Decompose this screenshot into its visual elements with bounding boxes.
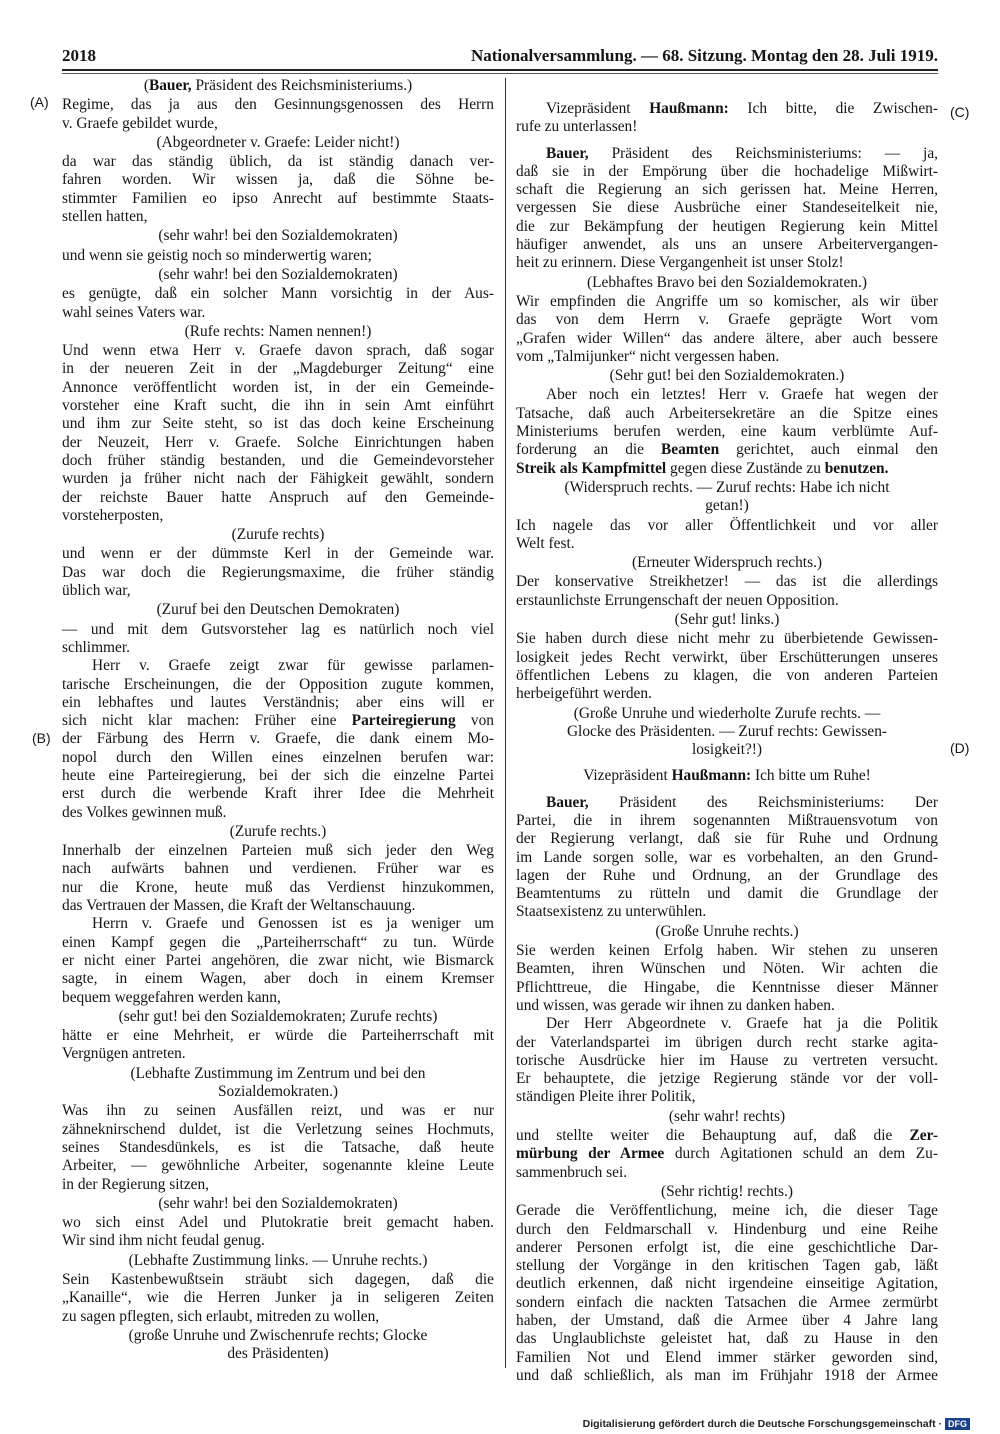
text-line: sammenbruch sei. <box>516 1163 628 1181</box>
margin-marker-b: (B) <box>32 730 51 746</box>
bold-text: Beamten <box>661 441 720 459</box>
text-line: Herrn v. Graefe und Genossen ist es ja weniger um <box>92 915 494 933</box>
text-line: nopol durch den Willen eines einzelnen berufen war: <box>62 748 494 766</box>
paragraph <box>516 1015 938 1106</box>
text-line: schlimmer. <box>62 638 130 656</box>
stage-direction <box>62 601 494 619</box>
stage-direction <box>516 767 938 785</box>
text-line: (Rufe rechts: Namen nennen!) <box>184 322 372 340</box>
text-line: (sehr wahr! bei den Sozialdemokraten) <box>158 265 398 283</box>
text-line: Sein Kastenbewußtsein sträubt sich dagegen, daß die <box>62 1271 494 1288</box>
text-line: durch den Feldmarschall v. Hindenburg und eine Reihe <box>516 1220 938 1238</box>
paragraph <box>62 1271 494 1326</box>
text-line: erst durch die werbende Kraft ihrer Idee die Mehrheit <box>62 785 494 803</box>
text-line: losigkeit jedes Recht verwirkt, über Erschütterungen unseres <box>516 648 938 666</box>
text-line: in der neueren Zeit in der „Magdeburger Zeitung“ eine <box>62 360 494 378</box>
text-line <box>516 145 938 163</box>
text-line: doch früher ständig bestanden, und die Gemeindevorsteher <box>62 451 494 469</box>
page-header <box>62 46 938 66</box>
header-rule-thin <box>62 73 938 74</box>
text-line: des Präsidenten) <box>227 1345 329 1363</box>
bold-text: Bauer, <box>546 793 589 811</box>
text-line: Wir empfinden die Angriffe um so komischer, als wir über <box>516 292 938 310</box>
text-line: Der konservative Streikhetzer! — das ist die allerdings <box>516 573 938 591</box>
text-line: der Färbung des Herrn v. Graefe, die dank einem Mo- <box>62 730 494 748</box>
bold-text: Bauer, <box>546 144 589 162</box>
text-line <box>516 460 938 478</box>
paragraph <box>516 630 938 703</box>
bold-text: Zer- <box>909 1127 938 1145</box>
bold-text: Bauer, <box>148 77 192 94</box>
text-line: Welt fest. <box>516 534 575 552</box>
text-line: nach aufwärts bahnen und verdienen. Früher war es <box>62 860 494 878</box>
text-line: (Große Unruhe rechts.) <box>655 922 799 940</box>
text-line: und daß schließlich, als man im Frühjahr 1918 der Armee <box>516 1366 938 1384</box>
text-line: losigkeit?!) <box>691 741 763 759</box>
text-line: (sehr wahr! rechts) <box>668 1107 786 1125</box>
text-segment: ( <box>143 77 149 94</box>
stage-direction <box>62 823 494 841</box>
text-line: daß sie in der Empörung über die hochadelige Mißwirt- <box>516 162 938 180</box>
paragraph <box>516 942 938 1015</box>
text-line: Beamten, ihren Wünschen und Nöten. Wir achten die <box>516 960 938 978</box>
paragraph <box>516 517 938 554</box>
stage-direction <box>62 1252 494 1270</box>
text-line: (Sehr gut! links.) <box>674 611 780 629</box>
text-line: Innerhalb der einzelnen Parteien muß sich jeder den Weg <box>62 842 494 860</box>
text-line: in der Regierung sitzen, <box>62 1175 210 1193</box>
text-line: (große Unruhe und Zwischenrufe rechts; Glocke <box>128 1326 428 1344</box>
text-line: (sehr wahr! bei den Sozialdemokraten) <box>158 1194 398 1212</box>
text-line: stimmter Familien eo ipso Anrecht auf bestimmte Staats- <box>62 189 494 207</box>
text-line: „Kanaille“, wie die Herren Junker ja in seligeren Zeiten <box>62 1289 494 1307</box>
text-line <box>516 441 938 459</box>
text-line: die zur Bekämpfung der heutigen Regierung kein Mittel <box>516 217 938 235</box>
paragraph <box>62 153 494 226</box>
bold-text: Parteiregierung <box>351 712 456 730</box>
text-line: vorsteherposten, <box>62 506 164 524</box>
stage-direction <box>516 554 938 572</box>
text-line: Tatsache, daß auch Arbeitersekretäre an die Spitze eines <box>516 404 938 422</box>
column-divider <box>505 78 506 1368</box>
text-line: Gerade die Veröffentlichung, meine ich, die dieser Tage <box>516 1202 938 1220</box>
text-segment: Ich bitte, die Zwischen- <box>728 100 938 117</box>
text-line: das von dem Herrn v. Graefe geprägte Wort vom <box>516 311 938 329</box>
stage-direction <box>516 274 938 292</box>
text-line: öffentlichen Lebens zu klagen, die von anderen Parteien <box>516 666 938 684</box>
text-line: (Widerspruch rechts. — Zuruf rechts: Habe ich nicht <box>564 478 890 496</box>
text-line: Pflichttreue, die Hingabe, die Kenntnisse dieser Männer <box>516 978 938 996</box>
text-line: wahl seines Vaters war. <box>62 303 206 321</box>
left-column <box>62 76 494 1364</box>
text-line: haben, der Umstand, daß die Armee über 4 Jahre lang <box>516 1312 938 1329</box>
bold-text: Haußmann: <box>649 100 729 117</box>
text-line: Das war doch die Regierungsmaxime, die früher ständig <box>62 563 494 581</box>
text-line: (Große Unruhe und wiederholte Zurufe rechts. — <box>573 704 881 722</box>
stage-direction <box>516 705 938 760</box>
text-segment: gerichtet, auch einmal den <box>719 441 938 459</box>
paragraph <box>516 100 938 137</box>
text-line: heit zu erinnern. Diese Vergangenheit ist unser Stolz! <box>516 254 844 272</box>
bold-text: mürbung der Armee <box>516 1145 665 1163</box>
text-line: schaft die Regierung an sich gerissen hat. Meine Herren, <box>516 181 938 199</box>
text-line: Wir sind ihm nicht feudal genug. <box>62 1232 265 1250</box>
text-line: stellung der Vorgänge in den kritischen Tagen gab, läßt <box>516 1257 938 1275</box>
text-line: häufiger anwendet, als uns an unsere Arbeitervergangen- <box>516 236 938 254</box>
stage-direction <box>516 1108 938 1126</box>
paragraph <box>516 145 938 273</box>
footer <box>583 1418 970 1430</box>
margin-marker-a: (A) <box>30 94 49 110</box>
header-rule <box>62 69 938 71</box>
paragraph <box>62 247 494 265</box>
paragraph <box>62 96 494 133</box>
text-line: (Lebhafte Zustimmung im Zentrum und bei den <box>130 1064 426 1082</box>
paragraph <box>516 573 938 610</box>
text-line: herbeigeführt werden. <box>516 685 652 703</box>
paragraph <box>516 293 938 366</box>
text-line: sondern einfach die nackten Tatsachen die Armee zermürbt <box>516 1293 938 1311</box>
margin-marker-d: (D) <box>950 740 970 756</box>
text-line: es genügte, daß ein solcher Mann vorsichtig in der Aus- <box>62 285 494 303</box>
paragraph <box>516 794 938 922</box>
text-line: erstaunlichste Errungenschaft der neuen Opposition. <box>516 591 839 609</box>
stage-direction <box>62 134 494 152</box>
text-line: lagen der Ruhe und Ordnung, an der Grundlage des <box>516 866 938 884</box>
stage-direction <box>62 1195 494 1213</box>
text-line: und wenn sie geistig noch so minderwertig waren; <box>62 246 372 264</box>
text-line: Der Herr Abgeordnete v. Graefe hat ja die Politik <box>546 1015 938 1033</box>
text-line: das Vertrauen der Massen, die Kraft der Weltanschauung. <box>62 897 416 915</box>
text-line: zähneknirschend duldet, ist die Verletzung seines Hochmuts, <box>62 1120 494 1138</box>
paragraph <box>62 915 494 1006</box>
text-line: Er behauptete, die jetzige Regierung stände vor der voll- <box>516 1070 938 1088</box>
text-line: stellen hatten, <box>62 208 148 226</box>
text-line: Sie haben durch diese nicht mehr zu überbietende Gewissen- <box>516 630 938 648</box>
text-line: bequem weggefahren werden kann, <box>62 988 281 1006</box>
text-line: Familien Not und Elend immer stärker geworden sind, <box>516 1348 938 1366</box>
text-line: „Grafen wider Willen“ das andere ältere, aber auch bessere <box>516 329 938 347</box>
text-line: heute eine Parteiregierung, bei der sich die einzelne Partei <box>62 766 494 784</box>
text-line: anderer Personen erfolgt ist, die eine geschichtliche Dar- <box>516 1238 938 1256</box>
right-column <box>516 100 938 1385</box>
text-line: er nicht einer Partei angehören, die zwar nicht, wie Bismarck <box>62 951 494 969</box>
dfg-logo: DFG <box>945 1418 970 1430</box>
text-line <box>516 1145 938 1163</box>
text-line: Sie werden keinen Erfolg haben. Wir stehen zu unseren <box>516 942 938 960</box>
stage-direction <box>62 526 494 544</box>
text-line: (Sehr richtig! rechts.) <box>660 1182 794 1200</box>
text-line: (Zuruf bei den Deutschen Demokraten) <box>156 601 400 619</box>
text-line <box>62 712 494 730</box>
paragraph <box>62 657 494 822</box>
text-line <box>516 100 938 118</box>
text-line: (sehr gut! bei den Sozialdemokraten; Zurufe rechts) <box>118 1007 438 1025</box>
text-segment: Ich bitte um Ruhe! <box>751 767 871 785</box>
text-line: wo sich einst Adel und Plutokratie breit gemacht haben. <box>62 1214 494 1232</box>
text-segment: gegen diese Zustände zu <box>666 459 825 477</box>
text-line: ein lebhaftes und lautes Verständnis; aber eins will er <box>62 693 494 711</box>
text-line: Staatsexistenz zu unterwühlen. <box>516 903 707 921</box>
text-segment: Präsident des Reichsministeriums: Der <box>588 793 938 811</box>
text-line: — und mit dem Gutsvorsteher lag es natürlich noch viel <box>62 620 494 638</box>
paragraph <box>62 1027 494 1064</box>
text-line: v. Graefe gebildet wurde, <box>62 114 218 132</box>
stage-direction <box>516 923 938 941</box>
text-line: und wissen, was gerade wir ihnen zu danken haben. <box>516 996 835 1014</box>
text-line: Arbeiter, — gewöhnliche Arbeiter, sogenannte kleine Leute <box>62 1157 494 1175</box>
text-line: Regime, das ja aus den Gesinnungsgenossen des Herrn <box>62 96 494 114</box>
stage-direction <box>62 323 494 341</box>
text-line: und wenn er der dümmste Kerl in der Gemeinde war. <box>62 545 494 563</box>
text-line <box>516 1127 938 1145</box>
text-line: des Volkes gewinnen muß. <box>62 803 227 821</box>
text-line: fahren worden. Wir wissen ja, daß die Söhne be- <box>62 171 494 189</box>
text-line <box>516 767 938 785</box>
text-line: der Regierung verlangt, daß sie für Ruhe und Ordnung <box>516 830 938 848</box>
text-line: rufe zu unterlassen! <box>516 118 638 136</box>
running-title: Nationalversammlung. — 68. Sitzung. Montag den 28. Juli 1919. <box>470 46 938 65</box>
stage-direction <box>62 266 494 284</box>
text-line: vergessen Sie diese Ausbrüche einer Standeseitelkeit nie, <box>516 199 938 217</box>
text-segment: forderung an die <box>516 441 662 459</box>
paragraph <box>62 1214 494 1251</box>
paragraph <box>62 1102 494 1193</box>
text-line: wurden ja früher nicht nach der Fähigkeit gewählt, sondern <box>62 470 494 488</box>
text-segment: von <box>455 712 494 730</box>
paragraph <box>62 842 494 915</box>
paragraph <box>62 285 494 322</box>
paragraph <box>62 545 494 600</box>
paragraph <box>62 342 494 525</box>
text-line: vorsteher eine Kraft sucht, die ihn in sein Amt einführt <box>62 397 494 415</box>
text-line: Sozialdemokraten.) <box>217 1083 339 1101</box>
bold-text: Streik als Kampfmittel <box>516 459 667 477</box>
text-line: (Lebhaftes Bravo bei den Sozialdemokraten.) <box>587 273 867 291</box>
text-line: seines Standesdünkels, es ist die Tatsache, daß heute <box>62 1138 494 1156</box>
text-line: sagte, in einem Wagen, aber doch in einem Kremser <box>62 970 494 988</box>
text-line: der reichste Bauer hatte Anspruch auf den Gemeinde- <box>62 488 494 506</box>
text-line: (Zurufe rechts) <box>231 526 325 544</box>
text-line: Herr v. Graefe zeigt zwar für gewisse parlamen- <box>92 657 494 675</box>
page-number: 2018 <box>62 46 96 65</box>
text-line: Glocke des Präsidenten. — Zuruf rechts: Gewissen- <box>566 722 888 740</box>
text-line: Und wenn etwa Herr v. Graefe davon sprach, daß sogar <box>62 342 494 360</box>
paragraph <box>516 1127 938 1182</box>
text-line: vom „Talmijunker“ nicht vergessen haben. <box>516 347 780 365</box>
text-line: torische Ausdrücke hier im Hause zu vertreten versucht. <box>516 1051 938 1069</box>
stage-direction <box>516 367 938 385</box>
text-line: nur die Krone, heute muß das Verdienst hinzukommen, <box>62 878 494 896</box>
text-line: Annonce veröffentlicht worden ist, in der ein Gemeinde- <box>62 378 494 396</box>
text-line: Aber noch ein letztes! Herr v. Graefe hat wegen der <box>546 386 938 404</box>
text-line: deutlich erkennen, daß nicht irgendeine einseitige Agitation, <box>516 1275 938 1293</box>
text-segment: Vizepräsident <box>583 767 672 785</box>
text-segment: durch Agitationen schuld an dem Zu- <box>664 1145 938 1163</box>
text-line <box>62 77 494 95</box>
footer-credit: Digitalisierung gefördert durch die Deutsche Forschungsgemeinschaft · <box>582 1418 942 1430</box>
text-line: Ministeriums berufen werden, eine kaum verblümte Auf- <box>516 423 938 441</box>
text-line: getan!) <box>705 497 749 515</box>
margin-marker-c: (C) <box>950 104 970 120</box>
text-line: (Sehr gut! bei den Sozialdemokraten.) <box>609 367 845 385</box>
text-segment: sich nicht klar machen: Früher eine <box>62 712 352 730</box>
text-line: ständigen Pleite ihrer Politik, <box>516 1088 696 1106</box>
text-line: im Lande sorgen solle, war es vorbehalten, an den Grund- <box>516 848 938 866</box>
text-line: Beamtentums zu rütteln und damit die Grundlage der <box>516 885 938 903</box>
paragraph <box>62 621 494 658</box>
text-line: (Erneuter Widerspruch rechts.) <box>631 554 823 572</box>
text-line <box>516 794 938 812</box>
paragraph <box>516 386 938 477</box>
text-segment: und stellte weiter die Behauptung auf, daß die <box>516 1127 910 1145</box>
text-line: (Lebhafte Zustimmung links. — Unruhe rechts.) <box>128 1251 428 1269</box>
stage-direction <box>62 1327 494 1364</box>
text-line: und ihm zur Seite steht, so ist das doch keine Erscheinung <box>62 415 494 433</box>
stage-direction <box>62 227 494 245</box>
text-line: (sehr wahr! bei den Sozialdemokraten) <box>158 227 398 245</box>
text-line: üblich war, <box>62 582 131 600</box>
stage-direction <box>62 77 494 95</box>
text-segment: Präsident des Reichsministeriums: — ja, <box>588 144 938 162</box>
text-line: Ich nagele das vor aller Öffentlichkeit und vor aller <box>516 516 938 534</box>
text-line: da war das ständig üblich, da ist ständig danach ver- <box>62 153 494 171</box>
text-line: der Neuzeit, Herr v. Graefe. Solche Einrichtungen haben <box>62 433 494 451</box>
text-line: hätte er eine Mehrheit, er würde die Parteiherrschaft mit <box>62 1027 494 1045</box>
stage-direction <box>62 1065 494 1102</box>
text-line: einen Kampf gegen die „Parteiherrschaft“ zu tun. Würde <box>62 933 494 951</box>
bold-text: Haußmann: <box>671 767 752 785</box>
stage-direction <box>516 1183 938 1201</box>
text-line: (Zurufe rechts.) <box>229 822 327 840</box>
text-line: tarische Erscheinungen, die der Opposition zugute kommen, <box>62 675 494 693</box>
paragraph <box>516 1202 938 1385</box>
stage-direction <box>516 479 938 516</box>
text-line: Partei, die in ihrem sogenannten Mißtrauensvotum von <box>516 811 938 829</box>
text-line: Was ihn zu seinen Ausfällen reizt, und was er nur <box>62 1102 494 1120</box>
text-line: das Unglaublichste geleistet hat, daß zu Hause in den <box>516 1330 938 1348</box>
text-line: Vergnügen antreten. <box>62 1045 186 1063</box>
bold-text: benutzen. <box>824 459 889 477</box>
text-line: (Abgeordneter v. Graefe: Leider nicht!) <box>156 133 400 151</box>
stage-direction <box>62 1008 494 1026</box>
text-segment: Präsident des Reichsministeriums.) <box>191 77 413 94</box>
text-line: zu sagen pflegten, sich erlaubt, mitreden zu wollen, <box>62 1307 380 1325</box>
text-line: der Vaterlandspartei im übrigen durch recht starke agita- <box>516 1033 938 1051</box>
stage-direction <box>516 611 938 629</box>
text-segment: Vizepräsident <box>546 100 650 117</box>
